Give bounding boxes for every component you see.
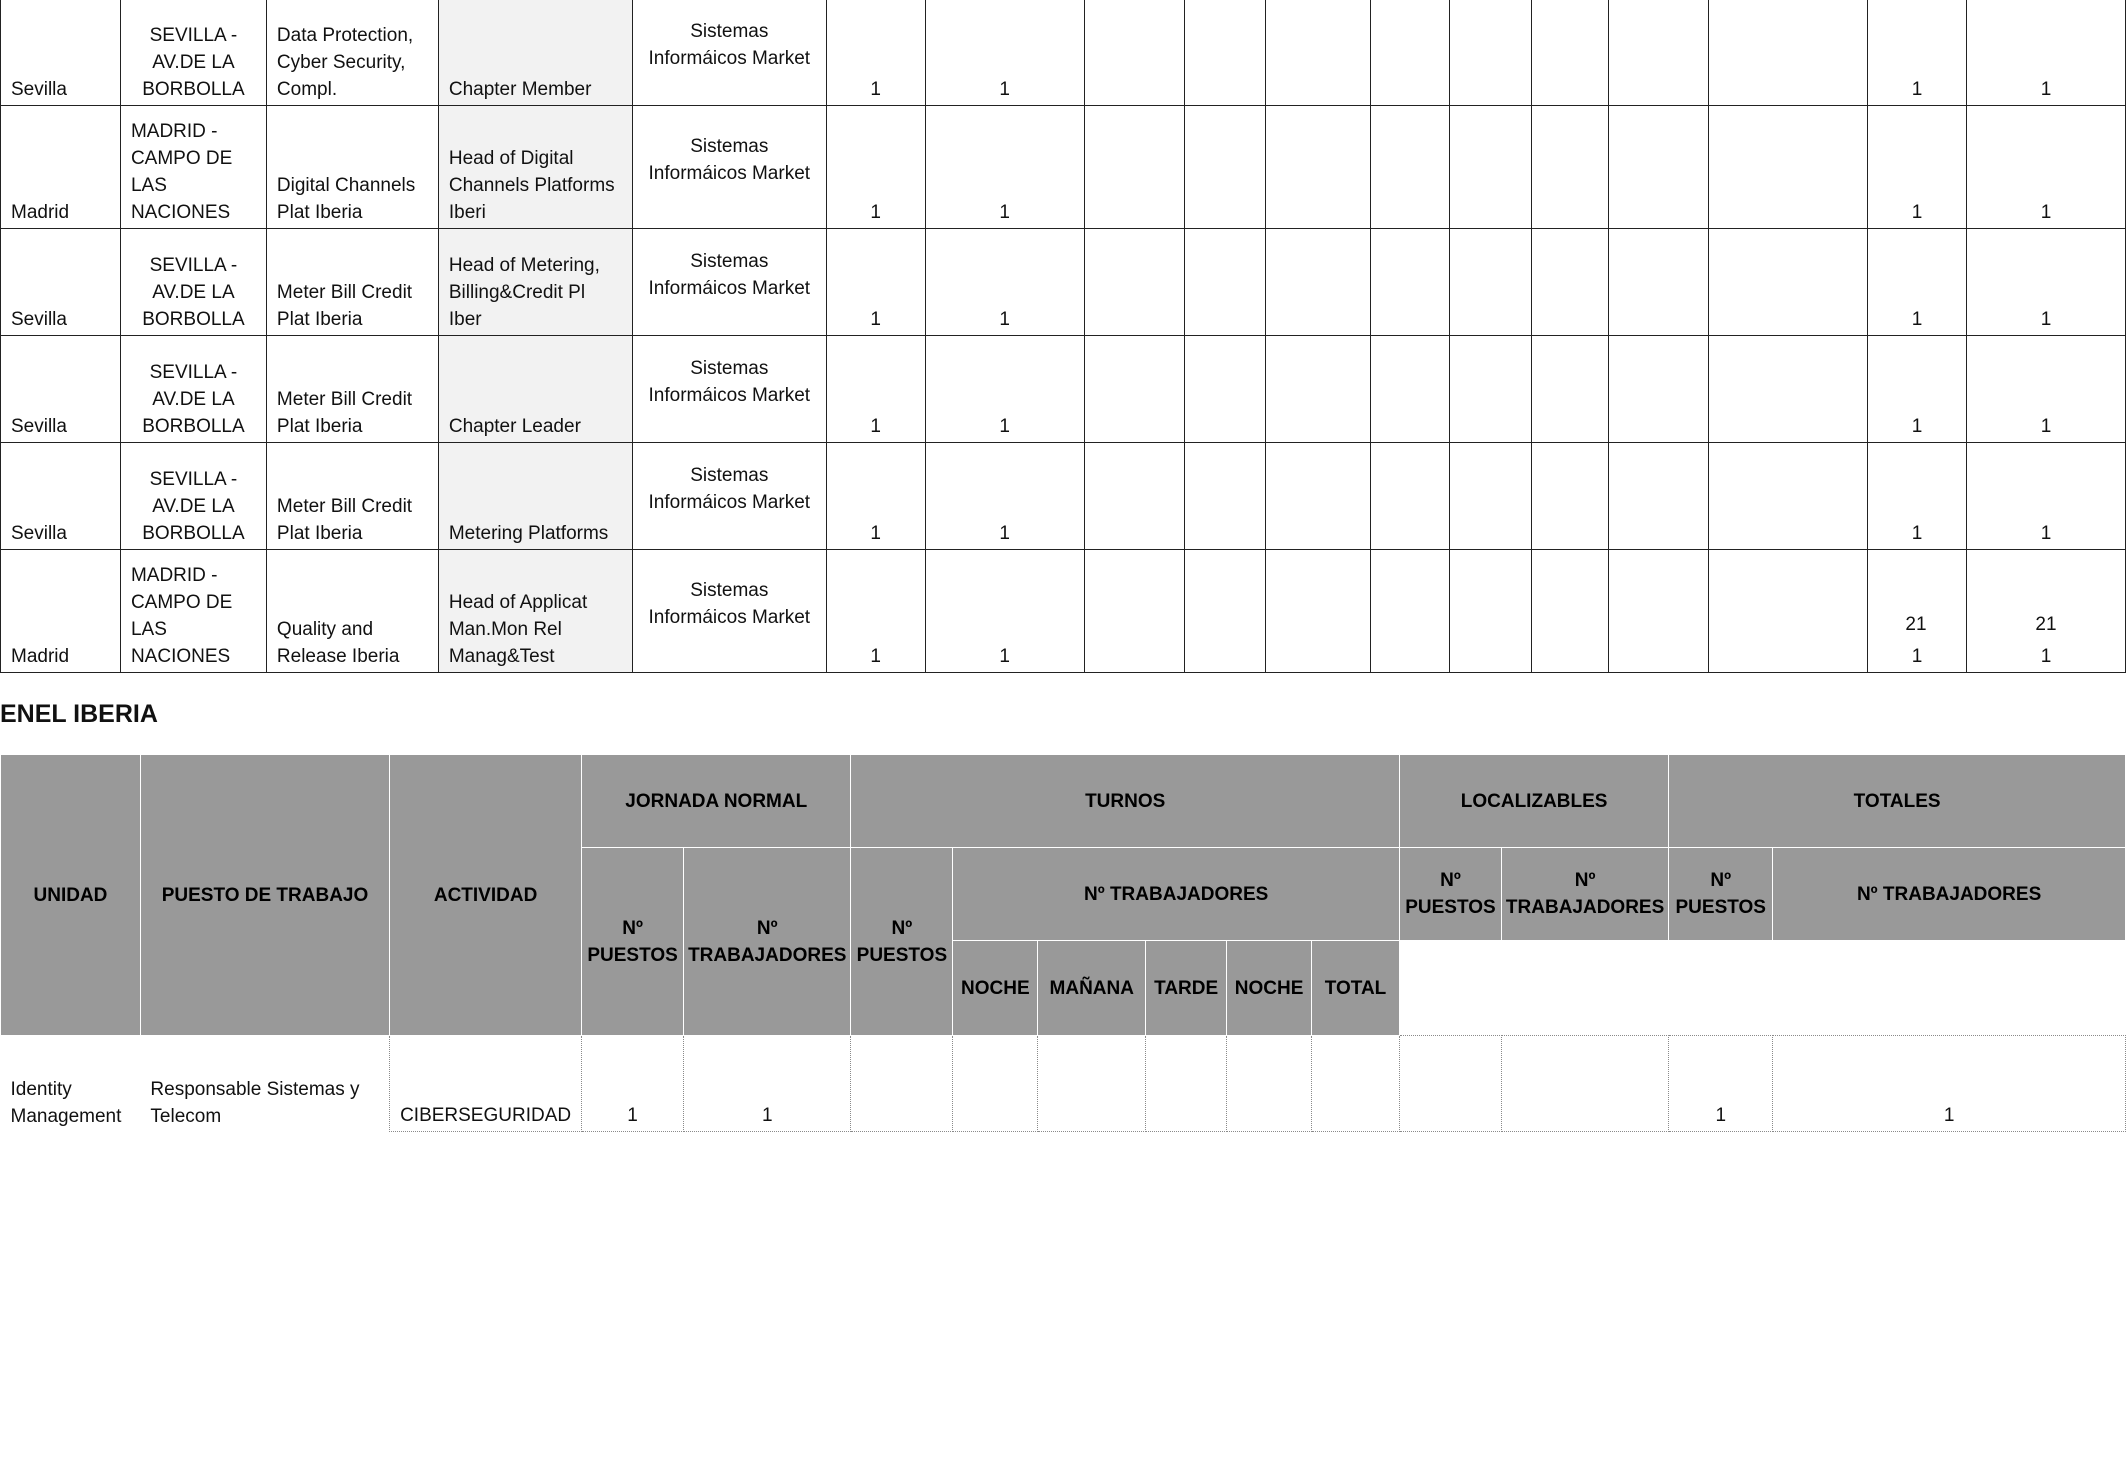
cell-empty (1609, 550, 1709, 673)
header-turnos-trabajadores: Nº TRABAJADORES (953, 848, 1400, 941)
cell-empty (1266, 0, 1371, 106)
cell-empty (1084, 229, 1184, 336)
header-tot-trabajadores: Nº TRABAJADORES (1773, 848, 2126, 941)
cell-trabajadores: 1 (925, 336, 1084, 443)
cell-empty (1532, 443, 1609, 550)
cell-city: Madrid (1, 106, 121, 229)
cell-trabajadores: 1 (925, 229, 1084, 336)
cell-noche-2 (1227, 1036, 1312, 1132)
cell-empty (1609, 443, 1709, 550)
cell-empty (1450, 550, 1532, 673)
cell-empty (1532, 550, 1609, 673)
cell-empty (1371, 106, 1450, 229)
header-blank (1399, 941, 2125, 1036)
cell-total-puestos: 1 (1868, 0, 1967, 106)
cell-empty (1184, 550, 1266, 673)
cell-tarde (1146, 1036, 1227, 1132)
cell-jn-puestos: 1 (582, 1036, 684, 1132)
cell-manana (1038, 1036, 1146, 1132)
cell-empty (1609, 229, 1709, 336)
cell-total-trabajadores: 1 (1966, 336, 2125, 443)
cell-market: Sistemas Informáicos Market (632, 106, 826, 229)
header-manana: MAÑANA (1038, 941, 1146, 1036)
cell-trabajadores: 1 (925, 106, 1084, 229)
cell-total-trabajadores: 1 (1966, 0, 2125, 106)
cell-market: Sistemas Informáicos Market (632, 336, 826, 443)
cell-unit: Meter Bill Credit Plat Iberia (266, 336, 438, 443)
cell-city: Sevilla (1, 443, 121, 550)
cell-empty (1532, 229, 1609, 336)
cell-city: Madrid (1, 550, 121, 673)
cell-trabajadores: 1 (925, 0, 1084, 106)
cell-market: Sistemas Informáicos Market (632, 229, 826, 336)
cell-empty (1371, 0, 1450, 106)
cell-empty (1532, 336, 1609, 443)
header-noche: NOCHE (953, 941, 1038, 1036)
cell-empty (1371, 336, 1450, 443)
table-row (1, 229, 2126, 336)
bottom-table (0, 754, 2126, 1132)
header-jn-trabajadores: Nº TRABAJADORES (684, 848, 851, 1036)
cell-trabajadores: 1 (925, 550, 1084, 673)
cell-turnos-puestos (851, 1036, 953, 1132)
cell-empty (1084, 0, 1184, 106)
cell-empty (1709, 0, 1868, 106)
cell-empty (1532, 0, 1609, 106)
cell-location: SEVILLA - AV.DE LA BORBOLLA (120, 336, 266, 443)
cell-location: SEVILLA - AV.DE LA BORBOLLA (120, 0, 266, 106)
cell-actividad: CIBERSEGURIDAD (390, 1036, 582, 1132)
cell-empty (1609, 106, 1709, 229)
cell-unit: Meter Bill Credit Plat Iberia (266, 229, 438, 336)
cell-empty (1709, 229, 1868, 336)
header-localizables: LOCALIZABLES (1399, 755, 1668, 848)
cell-puestos: 1 (826, 106, 925, 229)
cell-empty (1371, 550, 1450, 673)
cell-empty (1084, 550, 1184, 673)
header-jn-puestos: Nº PUESTOS (582, 848, 684, 1036)
total-trabajadores: 21 (2035, 614, 2057, 635)
cell-city: Sevilla (1, 336, 121, 443)
table-row (1, 336, 2126, 443)
cell-puestos: 1 (826, 443, 925, 550)
cell-total-puestos: 1 (1868, 229, 1967, 336)
cell-empty (1450, 443, 1532, 550)
cell-empty (1709, 443, 1868, 550)
header-loc-puestos: Nº PUESTOS (1399, 848, 1501, 941)
header-jornada-normal: JORNADA NORMAL (582, 755, 851, 848)
cell-loc-trabajadores (1501, 1036, 1668, 1132)
header-noche-2: NOCHE (1227, 941, 1312, 1036)
cell-total-puestos: 1 (1868, 443, 1967, 550)
cell-puestos: 1 (826, 336, 925, 443)
cell-total-puestos: 1 (1868, 550, 1967, 673)
header-loc-trabajadores: Nº TRABAJADORES (1501, 848, 1668, 941)
cell-puestos: 1 (826, 229, 925, 336)
cell-location: MADRID - CAMPO DE LAS NACIONES (120, 106, 266, 229)
cell-empty (1184, 0, 1266, 106)
cell-total-trabajadores: 1 (1966, 106, 2125, 229)
cell-empty (1184, 106, 1266, 229)
cell-empty (1709, 106, 1868, 229)
cell-jn-trabajadores: 1 (684, 1036, 851, 1132)
header-actividad: ACTIVIDAD (390, 755, 582, 1036)
cell-empty (1450, 0, 1532, 106)
cell-total (1312, 1036, 1400, 1132)
cell-empty (1266, 443, 1371, 550)
cell-market: Sistemas Informáicos Market (632, 550, 826, 673)
cell-puestos: 1 (826, 0, 925, 106)
cell-empty (1084, 336, 1184, 443)
table-row (1, 443, 2126, 550)
top-table (0, 0, 2126, 673)
cell-empty (1371, 443, 1450, 550)
cell-empty (1532, 106, 1609, 229)
cell-market: Sistemas Informáicos Market (632, 0, 826, 106)
header-turnos-puestos: Nº PUESTOS (851, 848, 953, 1036)
cell-location: SEVILLA - AV.DE LA BORBOLLA (120, 443, 266, 550)
cell-empty (1450, 336, 1532, 443)
cell-empty (1450, 106, 1532, 229)
cell-puesto: Responsable Sistemas y Telecom (150, 1078, 360, 1127)
cell-position: Head of Digital Channels Platforms Iberi (438, 106, 632, 229)
cell-unit: Quality and Release Iberia (266, 550, 438, 673)
cell-total-puestos: 1 (1868, 336, 1967, 443)
cell-total-trabajadores: 1 (1966, 443, 2125, 550)
cell-empty (1709, 336, 1868, 443)
cell-total-trabajadores: 1 (1966, 229, 2125, 336)
cell-market: Sistemas Informáicos Market (632, 443, 826, 550)
header-turnos: TURNOS (851, 755, 1400, 848)
cell-empty (1709, 550, 1868, 673)
header-total: TOTAL (1312, 941, 1400, 1036)
cell-tot-puestos: 1 (1669, 1036, 1773, 1132)
cell-unidad: Identity Management (10, 1078, 122, 1127)
cell-position: Chapter Leader (438, 336, 632, 443)
header-totales: TOTALES (1669, 755, 2126, 848)
table-row (1, 1036, 2126, 1132)
cell-total-trabajadores: 1 (1966, 550, 2125, 673)
cell-noche (953, 1036, 1038, 1132)
cell-empty (1084, 106, 1184, 229)
cell-empty (1266, 106, 1371, 229)
cell-tot-trabajadores: 1 (1773, 1036, 2126, 1132)
cell-empty (1184, 443, 1266, 550)
cell-puestos: 1 (826, 550, 925, 673)
cell-empty (1609, 0, 1709, 106)
cell-total-puestos: 1 (1868, 106, 1967, 229)
header-unidad: UNIDAD (1, 755, 141, 1036)
cell-empty (1184, 336, 1266, 443)
cell-position: Metering Platforms (438, 443, 632, 550)
cell-empty (1266, 229, 1371, 336)
cell-unit: Meter Bill Credit Plat Iberia (266, 443, 438, 550)
cell-unit: Digital Channels Plat Iberia (266, 106, 438, 229)
cell-city: Sevilla (1, 229, 121, 336)
cell-empty (1084, 443, 1184, 550)
cell-empty (1184, 229, 1266, 336)
cell-empty (1266, 336, 1371, 443)
cell-unit: Data Protection, Cyber Security, Compl. (266, 0, 438, 106)
section-title: ENEL IBERIA (0, 700, 158, 728)
cell-empty (1450, 229, 1532, 336)
cell-empty (1266, 550, 1371, 673)
cell-trabajadores: 1 (925, 443, 1084, 550)
cell-location: MADRID - CAMPO DE LAS NACIONES (120, 550, 266, 673)
table-row (1, 106, 2126, 229)
cell-city: Sevilla (1, 0, 121, 106)
table-row (1, 0, 2126, 106)
cell-empty (1371, 229, 1450, 336)
cell-position: Head of Metering, Billing&Credit Pl Iber (438, 229, 632, 336)
cell-position: Chapter Member (438, 0, 632, 106)
header-puesto-de-trabajo: PUESTO DE TRABAJO (140, 755, 389, 1036)
cell-position: Head of Applicat Man.Mon Rel Manag&Test (438, 550, 632, 673)
cell-loc-puestos (1399, 1036, 1501, 1132)
header-tarde: TARDE (1146, 941, 1227, 1036)
cell-location: SEVILLA - AV.DE LA BORBOLLA (120, 229, 266, 336)
cell-empty (1609, 336, 1709, 443)
table-row (1, 550, 2126, 673)
header-tot-puestos: Nº PUESTOS (1669, 848, 1773, 941)
total-puestos: 21 (1905, 614, 1927, 635)
